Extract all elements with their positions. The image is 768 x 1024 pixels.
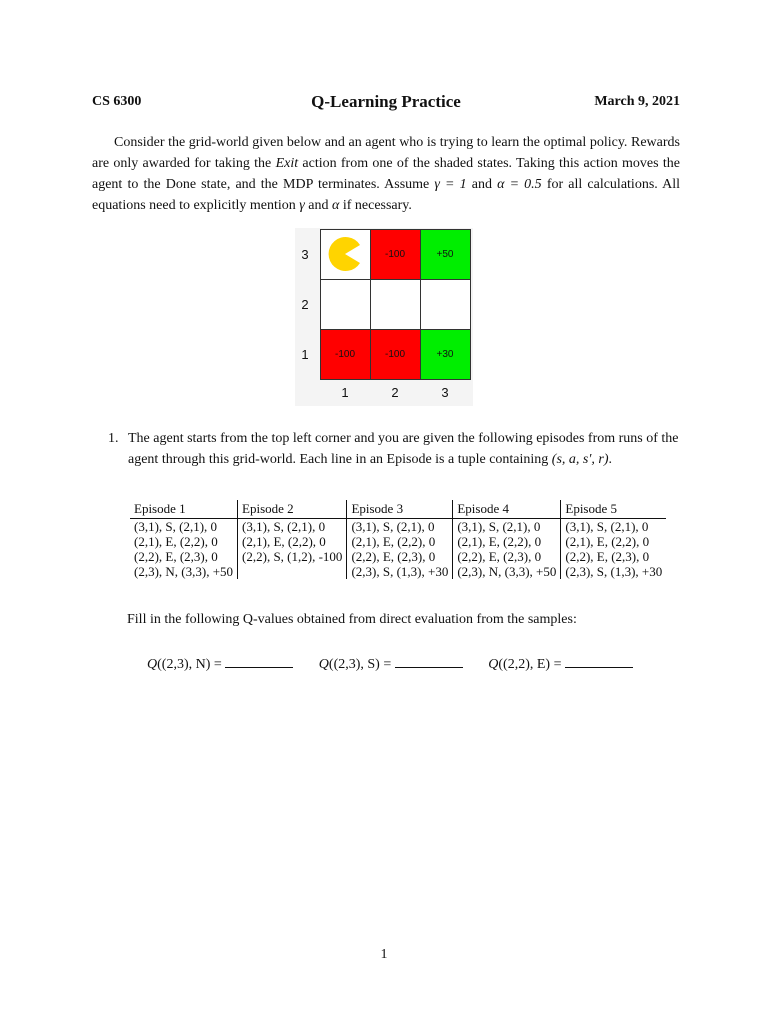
q-args: ((2,3), N) = [157, 657, 226, 672]
pacman-icon [326, 235, 364, 273]
table-cell: (2,2), E, (2,3), 0 [561, 549, 666, 564]
question-text-a: The agent starts from the top left corner and you are given the following episodes from runs of the agent through this grid-world. Each line in an Episode is a tuple containing [128, 431, 679, 467]
table-cell: (2,1), E, (2,2), 0 [453, 534, 561, 549]
q-value-item [147, 655, 293, 673]
row-label-3: 3 [301, 247, 309, 262]
table-row [130, 564, 666, 579]
alpha-equation: α = 0.5 [497, 177, 542, 192]
cell-3-3: +50 [420, 229, 471, 280]
gamma-equation: γ = 1 [434, 177, 467, 192]
intro-and-2: and [304, 198, 332, 213]
question-number: 1. [108, 431, 119, 446]
document-date: March 9, 2021 [594, 94, 680, 109]
col-label-2: 2 [391, 385, 399, 400]
table-cell: (3,1), S, (2,1), 0 [134, 519, 218, 534]
table-header: Episode 5 [561, 500, 666, 519]
table-header: Episode 3 [347, 500, 453, 519]
q-value-prompts [147, 655, 655, 673]
answer-blank[interactable] [395, 655, 463, 668]
table-cell: (2,2), E, (2,3), 0 [347, 549, 453, 564]
intro-text-1: Consider the grid-world given below and an agent who is trying to learn the optimal policy. Rewards are only awarded for taking the [92, 135, 680, 171]
q-args: ((2,3), S) = [328, 657, 395, 672]
cell-3-2: -100 [370, 229, 421, 280]
table-cell: (3,1), S, (2,1), 0 [238, 519, 347, 535]
cell-1-1: -100 [320, 329, 371, 380]
table-cell: (2,1), E, (2,2), 0 [238, 534, 347, 549]
table-cell: (2,2), E, (2,3), 0 [453, 549, 561, 564]
table-cell: (2,3), S, (1,3), +30 [561, 564, 666, 579]
table-cell: (2,3), S, (1,3), +30 [347, 564, 453, 579]
grid-world [320, 229, 470, 379]
answer-blank[interactable] [565, 655, 633, 668]
question-1 [108, 428, 688, 470]
table-cell: (2,3), N, (3,3), +50 [134, 564, 234, 579]
table-cell: (2,1), E, (2,2), 0 [561, 534, 666, 549]
gamma-symbol: γ [299, 198, 305, 213]
table-cell: (2,2), E, (2,3), 0 [134, 549, 218, 564]
col-label-1: 1 [341, 385, 349, 400]
page-title: Q-Learning Practice [311, 92, 461, 111]
table-cell: (2,2), S, (1,2), -100 [238, 549, 347, 564]
grid-world-figure [295, 228, 473, 406]
cell-1-3: +30 [420, 329, 471, 380]
answer-blank[interactable] [225, 655, 293, 668]
cell-2-1 [320, 279, 371, 330]
table-header: Episode 4 [453, 500, 561, 519]
tuple-notation: (s, a, s′, r) [551, 452, 609, 467]
intro-text-2: action from one of the shaded states. Taking this action moves the agent to the Done state, and the MDP terminates. Assume [92, 156, 680, 192]
table-cell: (3,1), S, (2,1), 0 [453, 519, 561, 535]
page-number: 1 [380, 947, 388, 962]
intro-text-4: if necessary. [339, 198, 412, 213]
q-symbol: Q [318, 657, 329, 672]
fill-instruction: Fill in the following Q-values obtained from direct evaluation from the samples: [127, 612, 577, 627]
question-text [128, 428, 688, 470]
q-symbol: Q [488, 657, 499, 672]
q-args: ((2,2), E) = [498, 657, 565, 672]
table-row [130, 549, 666, 564]
table-cell: (2,1), E, (2,2), 0 [134, 534, 218, 549]
table-header: Episode 2 [238, 500, 347, 519]
table-cell [238, 564, 347, 579]
q-value-item [319, 655, 463, 673]
table-row [130, 519, 666, 535]
q-value-item [488, 655, 633, 673]
alpha-symbol: α [331, 198, 340, 213]
cell-2-3 [420, 279, 471, 330]
table-header: Episode 1 [130, 500, 238, 519]
question-text-b: . [608, 452, 613, 467]
table-header-row [130, 500, 666, 519]
intro-and-1: and [466, 177, 498, 192]
table-cell: (3,1), S, (2,1), 0 [347, 519, 453, 535]
table-cell: (3,1), S, (2,1), 0 [561, 519, 666, 535]
exit-term: Exit [275, 156, 299, 171]
cell-1-2: -100 [370, 329, 421, 380]
table-cell: (2,1), E, (2,2), 0 [347, 534, 453, 549]
intro-text-3: for all calculations. All equations need to explicitly mention [92, 177, 681, 213]
q-symbol: Q [147, 657, 158, 672]
col-label-3: 3 [441, 385, 449, 400]
intro-paragraph [92, 132, 680, 216]
table-cell: (2,3), N, (3,3), +50 [453, 564, 561, 579]
page-header [92, 92, 680, 114]
episodes-table [130, 500, 666, 579]
row-label-2: 2 [301, 297, 309, 312]
table-row [130, 534, 666, 549]
cell-2-2 [370, 279, 421, 330]
cell-3-1 [320, 229, 371, 280]
row-label-1: 1 [301, 347, 309, 362]
course-code: CS 6300 [92, 94, 142, 109]
